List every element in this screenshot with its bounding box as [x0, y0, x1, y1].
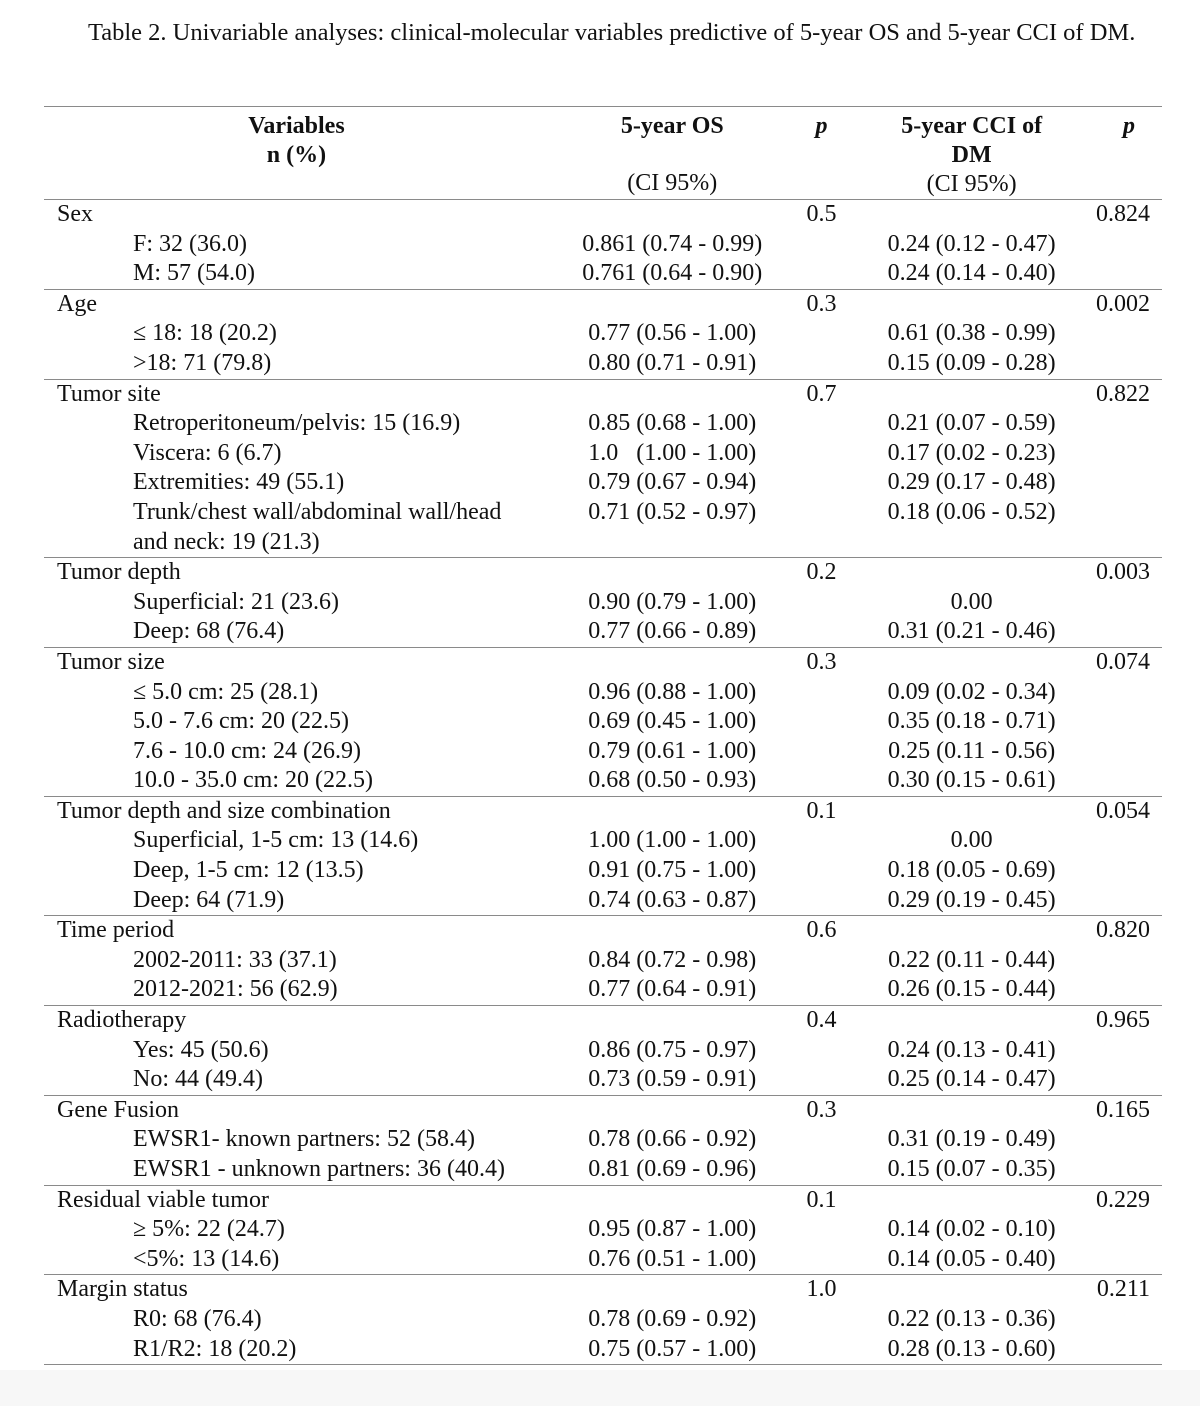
- header-p-os: [796, 107, 848, 200]
- empty-cell: [549, 916, 796, 946]
- table-row: [44, 766, 1162, 796]
- p-value-os: 0.3: [796, 1095, 848, 1125]
- p-value-os: 0.4: [796, 1006, 848, 1036]
- table-row: [44, 1305, 1162, 1335]
- empty-cell: [549, 647, 796, 677]
- os-value: 0.74 (0.63 - 0.87): [588, 886, 757, 913]
- cci-value: 0.14 (0.05 - 0.40): [887, 1245, 1056, 1272]
- empty-cell: [1096, 468, 1162, 498]
- os-value: 0.85 (0.68 - 1.00): [588, 410, 757, 437]
- cci-value: 0.15 (0.07 - 0.35): [887, 1156, 1056, 1182]
- empty-cell: [847, 558, 1096, 588]
- row-label: 5.0 - 7.6 cm: 20 (22.5): [133, 708, 349, 735]
- group-header-row: [44, 647, 1162, 677]
- p-value-cci: 0.965: [1096, 1006, 1162, 1036]
- empty-cell: [847, 796, 1096, 826]
- empty-cell: [1096, 1335, 1162, 1365]
- os-value: 0.84 (0.72 - 0.98): [588, 946, 757, 973]
- empty-cell: [796, 617, 848, 647]
- empty-cell: [1096, 886, 1162, 916]
- empty-cell: [796, 498, 848, 528]
- table-row: [44, 349, 1162, 379]
- p-value-cci: 0.824: [1096, 200, 1162, 230]
- table-row: [44, 528, 1162, 558]
- empty-cell: [1096, 678, 1162, 708]
- table-row: [44, 1215, 1162, 1245]
- row-label: Viscera: 6 (6.7): [133, 439, 282, 466]
- empty-cell: [1096, 1305, 1162, 1335]
- row-label: 7.6 - 10.0 cm: 24 (26.9): [133, 737, 361, 764]
- row-label: 10.0 - 35.0 cm: 20 (22.5): [133, 767, 373, 794]
- group-name: Tumor size: [44, 647, 549, 677]
- header-os-label: 5-year OS: [620, 113, 724, 139]
- empty-cell: [1096, 319, 1162, 349]
- row-label: ≥ 5%: 22 (24.7): [133, 1216, 285, 1243]
- variable-group: [44, 1006, 1162, 1096]
- p-value-cci: 0.003: [1096, 558, 1162, 588]
- cci-value: 0.28 (0.13 - 0.60): [847, 1335, 1096, 1365]
- table-row: [44, 826, 1162, 856]
- os-value: 1.0 (1.00 - 1.00): [588, 439, 757, 466]
- empty-cell: [796, 826, 848, 856]
- p-value-os: 0.3: [796, 647, 848, 677]
- empty-cell: [796, 439, 848, 469]
- cci-value: 0.26 (0.15 - 0.44): [887, 976, 1056, 1003]
- os-value: 0.91 (0.75 - 1.00): [588, 857, 757, 884]
- empty-cell: [1096, 1215, 1162, 1245]
- cci-value: [847, 528, 1096, 558]
- row-label: ≤ 5.0 cm: 25 (28.1): [133, 678, 319, 705]
- empty-cell: [549, 1095, 796, 1125]
- row-label: No: 44 (49.4): [133, 1066, 263, 1093]
- table-row: [44, 1245, 1162, 1275]
- cci-value: 0.14 (0.02 - 0.10): [887, 1216, 1056, 1243]
- empty-cell: [796, 737, 848, 767]
- empty-cell: [1096, 946, 1162, 976]
- group-name: Residual viable tumor: [44, 1185, 549, 1215]
- os-value: 0.96 (0.88 - 1.00): [588, 678, 757, 705]
- empty-cell: [549, 1185, 796, 1215]
- p-value-os: 0.6: [796, 916, 848, 946]
- empty-cell: [549, 379, 796, 409]
- empty-cell: [847, 1275, 1096, 1305]
- row-label: R1/R2: 18 (20.2): [44, 1335, 549, 1365]
- empty-cell: [1096, 826, 1162, 856]
- cci-value: 0.22 (0.13 - 0.36): [887, 1305, 1056, 1332]
- empty-cell: [796, 1125, 848, 1155]
- cci-value: 0.00: [950, 827, 993, 854]
- os-value: 0.95 (0.87 - 1.00): [588, 1216, 757, 1243]
- os-value: 0.761 (0.64 - 0.90): [582, 260, 763, 287]
- header-variables: [44, 107, 549, 200]
- table-row: [44, 678, 1162, 708]
- os-value: 0.77 (0.64 - 0.91): [588, 976, 757, 1003]
- row-label: Superficial: 21 (23.6): [133, 588, 339, 615]
- empty-cell: [796, 1036, 848, 1066]
- row-label: M: 57 (54.0): [133, 260, 255, 287]
- group-header-row: [44, 379, 1162, 409]
- os-value: 0.68 (0.50 - 0.93): [588, 767, 757, 794]
- variable-group: [44, 1095, 1162, 1185]
- group-name: Tumor depth: [44, 558, 549, 588]
- row-label: Retroperitoneum/pelvis: 15 (16.9): [133, 410, 461, 437]
- p-value-cci: 0.002: [1096, 289, 1162, 319]
- empty-cell: [1096, 1125, 1162, 1155]
- header-cci-line2: DM: [951, 142, 992, 168]
- empty-cell: [1096, 1155, 1162, 1185]
- p-value-cci: 0.822: [1096, 379, 1162, 409]
- variable-group: [44, 200, 1162, 290]
- variable-group: [44, 1275, 1162, 1365]
- table-row: [44, 617, 1162, 647]
- empty-cell: [796, 319, 848, 349]
- os-value: 0.69 (0.45 - 1.00): [588, 708, 757, 735]
- group-header-row: [44, 558, 1162, 588]
- os-value: 0.77 (0.56 - 1.00): [588, 320, 757, 347]
- table-row: [44, 439, 1162, 469]
- group-name: Gene Fusion: [44, 1095, 549, 1125]
- header-variables-label: Variables: [248, 113, 345, 139]
- cci-value: 0.00: [950, 588, 993, 615]
- empty-cell: [796, 1155, 848, 1185]
- empty-cell: [1096, 707, 1162, 737]
- row-label: Deep, 1-5 cm: 12 (13.5): [133, 857, 364, 884]
- empty-cell: [796, 1245, 848, 1275]
- variable-group: [44, 647, 1162, 796]
- group-header-row: [44, 1185, 1162, 1215]
- empty-cell: [796, 1065, 848, 1095]
- empty-cell: [549, 558, 796, 588]
- empty-cell: [847, 379, 1096, 409]
- empty-cell: [1096, 528, 1162, 558]
- table-row: [44, 1065, 1162, 1095]
- empty-cell: [796, 856, 848, 886]
- empty-cell: [549, 796, 796, 826]
- variable-group: [44, 1185, 1162, 1275]
- variable-group: [44, 916, 1162, 1006]
- group-header-row: [44, 200, 1162, 230]
- table-row: [44, 946, 1162, 976]
- empty-cell: [1096, 1036, 1162, 1066]
- table-row: [44, 409, 1162, 439]
- os-value: 0.78 (0.66 - 0.92): [588, 1126, 757, 1153]
- cci-value: 0.18 (0.06 - 0.52): [887, 498, 1056, 525]
- p-value-cci: 0.820: [1096, 916, 1162, 946]
- cci-value: 0.24 (0.14 - 0.40): [887, 260, 1056, 287]
- os-value: 0.80 (0.71 - 0.91): [588, 349, 757, 376]
- empty-cell: [1096, 230, 1162, 260]
- header-n-pct: n (%): [266, 142, 327, 168]
- row-label: R0: 68 (76.4): [133, 1305, 262, 1332]
- os-value: 0.75 (0.57 - 1.00): [549, 1335, 796, 1365]
- table-row: [44, 856, 1162, 886]
- p-value-cci: 0.054: [1096, 796, 1162, 826]
- header-cci: [847, 107, 1096, 200]
- empty-cell: [796, 588, 848, 618]
- empty-cell: [1096, 259, 1162, 289]
- empty-cell: [1096, 1065, 1162, 1095]
- empty-cell: [796, 1305, 848, 1335]
- table-row: [44, 468, 1162, 498]
- variable-group: [44, 379, 1162, 558]
- variable-group: [44, 558, 1162, 648]
- cci-value: 0.17 (0.02 - 0.23): [887, 439, 1056, 466]
- cci-value: 0.24 (0.13 - 0.41): [887, 1036, 1056, 1063]
- os-value: 0.90 (0.79 - 1.00): [588, 588, 757, 615]
- empty-cell: [796, 946, 848, 976]
- empty-cell: [1096, 617, 1162, 647]
- p-value-os: 1.0: [796, 1275, 848, 1305]
- os-value: [549, 528, 796, 558]
- empty-cell: [847, 916, 1096, 946]
- empty-cell: [847, 1095, 1096, 1125]
- cci-value: 0.25 (0.14 - 0.47): [887, 1066, 1056, 1093]
- group-header-row: [44, 1095, 1162, 1125]
- group-name: Time period: [44, 916, 549, 946]
- empty-cell: [549, 289, 796, 319]
- empty-cell: [1096, 409, 1162, 439]
- empty-cell: [796, 975, 848, 1005]
- table-row: [44, 259, 1162, 289]
- empty-cell: [796, 259, 848, 289]
- cci-value: 0.18 (0.05 - 0.69): [887, 857, 1056, 884]
- empty-cell: [796, 1335, 848, 1365]
- cci-value: 0.29 (0.19 - 0.45): [887, 886, 1056, 913]
- cci-value: 0.31 (0.19 - 0.49): [887, 1126, 1056, 1153]
- os-value: 0.861 (0.74 - 0.99): [582, 230, 763, 257]
- group-name: Radiotherapy: [44, 1006, 549, 1036]
- row-label: Extremities: 49 (55.1): [133, 469, 345, 496]
- row-label: Deep: 64 (71.9): [133, 886, 285, 913]
- empty-cell: [549, 1006, 796, 1036]
- bottom-shade: [0, 1370, 1200, 1406]
- table-row: [44, 1155, 1162, 1185]
- empty-cell: [796, 766, 848, 796]
- empty-cell: [796, 707, 848, 737]
- group-name: Tumor site: [44, 379, 549, 409]
- row-label: 2012-2021: 56 (62.9): [133, 976, 338, 1003]
- cci-value: 0.31 (0.21 - 0.46): [887, 618, 1056, 645]
- empty-cell: [847, 289, 1096, 319]
- os-value: 0.79 (0.67 - 0.94): [588, 469, 757, 496]
- header-p-cci: [1096, 107, 1162, 200]
- row-label: 2002-2011: 33 (37.1): [133, 946, 337, 973]
- group-name: Age: [44, 289, 549, 319]
- table-row: [44, 230, 1162, 260]
- empty-cell: [1096, 349, 1162, 379]
- empty-cell: [1096, 439, 1162, 469]
- table-row: [44, 707, 1162, 737]
- group-name: Margin status: [44, 1275, 549, 1305]
- table-row: [44, 498, 1162, 528]
- group-header-row: [44, 1275, 1162, 1305]
- row-label: ≤ 18: 18 (20.2): [133, 320, 277, 347]
- group-header-row: [44, 289, 1162, 319]
- group-header-row: [44, 796, 1162, 826]
- header-cci-ci: (CI 95%): [926, 171, 1017, 197]
- table-row: [44, 588, 1162, 618]
- p-value-os: 0.1: [796, 796, 848, 826]
- row-label: Superficial, 1-5 cm: 13 (14.6): [133, 827, 419, 854]
- os-value: 0.86 (0.75 - 0.97): [588, 1036, 757, 1063]
- row-label: Trunk/chest wall/abdominal wall/head: [133, 498, 502, 525]
- cci-value: 0.25 (0.11 - 0.56): [888, 737, 1056, 764]
- table-row: [44, 737, 1162, 767]
- row-label: >18: 71 (79.8): [133, 349, 272, 376]
- empty-cell: [549, 200, 796, 230]
- row-label: EWSR1 - unknown partners: 36 (40.4): [133, 1156, 505, 1182]
- empty-cell: [796, 230, 848, 260]
- group-name: Sex: [44, 200, 549, 230]
- empty-cell: [1096, 588, 1162, 618]
- p-value-os: 0.7: [796, 379, 848, 409]
- cci-value: 0.35 (0.18 - 0.71): [887, 708, 1056, 735]
- header-os: [549, 107, 796, 200]
- empty-cell: [549, 1275, 796, 1305]
- table-row: [44, 1036, 1162, 1066]
- table-caption: Table 2. Univariable analyses: clinical-molecular variables predictive of 5-year OS and 5-year CCI of DM.: [88, 19, 1136, 46]
- empty-cell: [847, 647, 1096, 677]
- cci-value: 0.24 (0.12 - 0.47): [887, 230, 1056, 257]
- empty-cell: [1096, 498, 1162, 528]
- empty-cell: [1096, 1245, 1162, 1275]
- p-value-cci: 0.165: [1096, 1095, 1162, 1125]
- results-table: [44, 106, 1162, 1365]
- empty-cell: [796, 409, 848, 439]
- empty-cell: [1096, 737, 1162, 767]
- p-value-cci: 0.074: [1096, 647, 1162, 677]
- empty-cell: [796, 886, 848, 916]
- row-label: Deep: 68 (76.4): [133, 618, 285, 645]
- empty-cell: [1096, 856, 1162, 886]
- empty-cell: [1096, 766, 1162, 796]
- os-value: 0.73 (0.59 - 0.91): [588, 1066, 757, 1093]
- row-label: Yes: 45 (50.6): [133, 1036, 269, 1063]
- empty-cell: [1096, 975, 1162, 1005]
- p-value-os: 0.3: [796, 289, 848, 319]
- header-p-cci-label: p: [1122, 113, 1135, 139]
- os-value: 0.81 (0.69 - 0.96): [588, 1156, 757, 1182]
- table-row: [44, 319, 1162, 349]
- os-value: 1.00 (1.00 - 1.00): [588, 827, 757, 854]
- table-row: [44, 1335, 1162, 1365]
- header-os-ci: (CI 95%): [627, 170, 718, 196]
- row-label: EWSR1- known partners: 52 (58.4): [133, 1126, 475, 1153]
- variable-group: [44, 289, 1162, 379]
- empty-cell: [796, 1215, 848, 1245]
- row-label: and neck: 19 (21.3): [133, 528, 320, 555]
- cci-value: 0.09 (0.02 - 0.34): [887, 678, 1056, 705]
- row-label: <5%: 13 (14.6): [133, 1245, 280, 1272]
- os-value: 0.71 (0.52 - 0.97): [588, 498, 757, 525]
- table-row: [44, 886, 1162, 916]
- group-name: Tumor depth and size combination: [44, 796, 549, 826]
- cci-value: 0.15 (0.09 - 0.28): [887, 349, 1056, 376]
- cci-value: 0.30 (0.15 - 0.61): [887, 767, 1056, 794]
- p-value-os: 0.5: [796, 200, 848, 230]
- variable-group: [44, 796, 1162, 915]
- p-value-cci: 0.211: [1096, 1275, 1162, 1305]
- empty-cell: [796, 468, 848, 498]
- empty-cell: [796, 678, 848, 708]
- table-row: [44, 1125, 1162, 1155]
- cci-value: 0.22 (0.11 - 0.44): [888, 946, 1056, 973]
- os-value: 0.77 (0.66 - 0.89): [588, 618, 757, 645]
- table-row: [44, 975, 1162, 1005]
- group-header-row: [44, 916, 1162, 946]
- row-label: F: 32 (36.0): [133, 230, 247, 257]
- os-value: 0.76 (0.51 - 1.00): [588, 1245, 757, 1272]
- cci-value: 0.21 (0.07 - 0.59): [887, 410, 1056, 437]
- cci-value: 0.61 (0.38 - 0.99): [887, 320, 1056, 347]
- header-cci-line1: 5-year CCI of: [901, 113, 1043, 139]
- os-value: 0.78 (0.69 - 0.92): [588, 1305, 757, 1332]
- group-header-row: [44, 1006, 1162, 1036]
- p-value-cci: 0.229: [1096, 1185, 1162, 1215]
- p-value-os: 0.1: [796, 1185, 848, 1215]
- table-header-row: [44, 107, 1162, 200]
- empty-cell: [847, 1006, 1096, 1036]
- os-value: 0.79 (0.61 - 1.00): [588, 737, 757, 764]
- cci-value: 0.29 (0.17 - 0.48): [887, 469, 1056, 496]
- p-value-os: 0.2: [796, 558, 848, 588]
- empty-cell: [796, 349, 848, 379]
- empty-cell: [847, 200, 1096, 230]
- header-p-os-label: p: [815, 113, 828, 139]
- empty-cell: [796, 528, 848, 558]
- empty-cell: [847, 1185, 1096, 1215]
